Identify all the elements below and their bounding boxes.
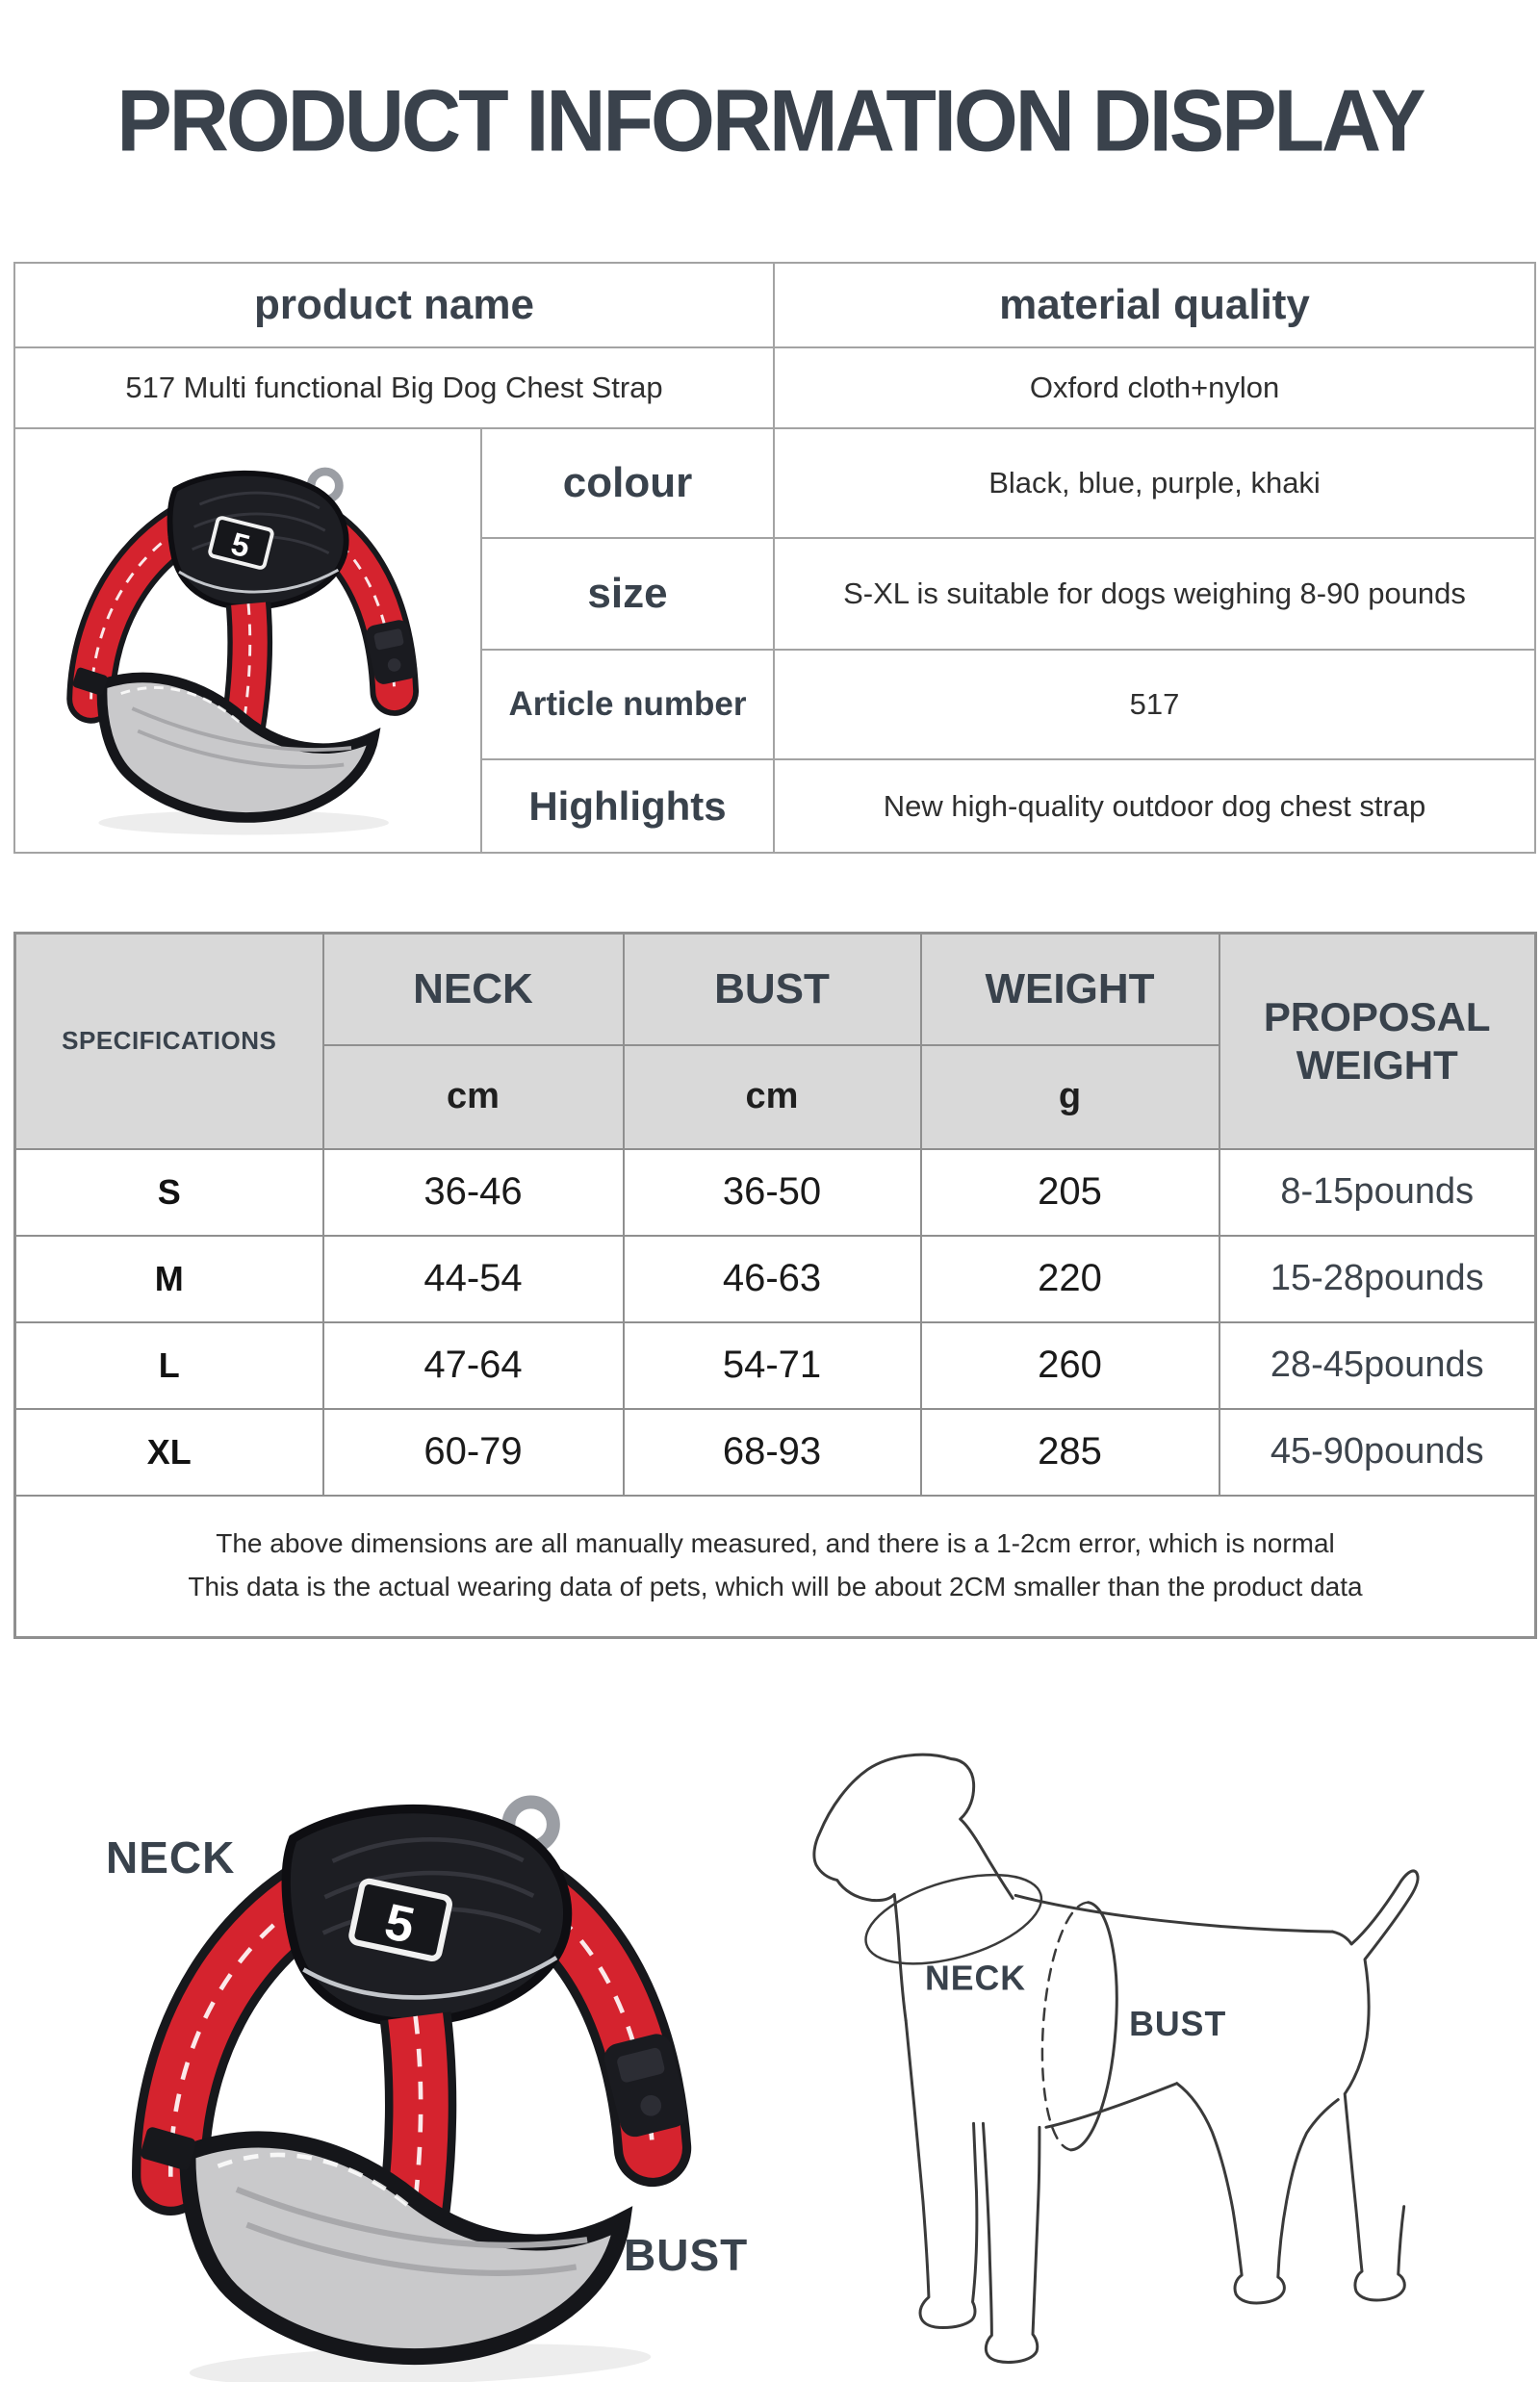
product-photo-cell — [14, 428, 481, 853]
measuring-guide-harness — [16, 1755, 819, 2382]
size-xl: XL — [15, 1409, 323, 1496]
size-spec-table — [13, 932, 1537, 1639]
xl-weight: 285 — [921, 1409, 1219, 1496]
size-label: size — [481, 538, 774, 650]
colour-value: Black, blue, purple, khaki — [774, 428, 1535, 538]
m-bust: 46-63 — [624, 1236, 921, 1322]
table-row-size-s — [15, 1149, 1536, 1236]
product-name-header: product name — [14, 263, 774, 347]
measurement-note-line1: The above dimensions are all manually measured, and there is a 1-2cm error, which is normal — [216, 1528, 1335, 1559]
s-neck: 36-46 — [323, 1149, 624, 1236]
bust-measure-ellipse-dashed — [1035, 1900, 1089, 2150]
l-weight: 260 — [921, 1322, 1219, 1409]
product-name-value: 517 Multi functional Big Dog Chest Strap — [14, 347, 774, 428]
bust-measure-ellipse-solid — [1071, 1903, 1125, 2153]
xl-neck: 60-79 — [323, 1409, 624, 1496]
neck-column-header: NECK — [323, 934, 624, 1045]
page-title: PRODUCT INFORMATION DISPLAY — [116, 72, 1424, 170]
specifications-header: SPECIFICATIONS — [15, 934, 323, 1149]
table-row-size-m — [15, 1236, 1536, 1322]
size-l: L — [15, 1322, 323, 1409]
l-neck: 47-64 — [323, 1322, 624, 1409]
size-s: S — [15, 1149, 323, 1236]
table-row — [14, 347, 1535, 428]
proposal-weight-line2: WEIGHT — [1296, 1041, 1458, 1088]
neck-unit: cm — [323, 1045, 624, 1149]
s-proposal: 8-15pounds — [1219, 1149, 1536, 1236]
measurement-note-line2: This data is the actual wearing data of pets, which will be about 2CM smaller than the product data — [188, 1572, 1363, 1602]
harness-neck-label: NECK — [106, 1832, 236, 1883]
table-row — [14, 263, 1535, 347]
size-m: M — [15, 1236, 323, 1322]
product-info-table — [13, 262, 1536, 854]
s-bust: 36-50 — [624, 1149, 921, 1236]
dog-bust-label: BUST — [1129, 2005, 1227, 2044]
harness-bust-label: BUST — [624, 2230, 749, 2280]
weight-column-header: WEIGHT — [921, 934, 1219, 1045]
weight-unit: g — [921, 1045, 1219, 1149]
size-value: S-XL is suitable for dogs weighing 8-90 pounds — [774, 538, 1535, 650]
m-proposal: 15-28pounds — [1219, 1236, 1536, 1322]
material-quality-header: material quality — [774, 263, 1535, 347]
proposal-weight-line1: PROPOSAL — [1263, 994, 1491, 1040]
s-weight: 205 — [921, 1149, 1219, 1236]
table-row-size-l — [15, 1322, 1536, 1409]
xl-bust: 68-93 — [624, 1409, 921, 1496]
dog-neck-label: NECK — [924, 1959, 1027, 1998]
bust-column-header: BUST — [624, 934, 921, 1045]
xl-proposal: 45-90pounds — [1219, 1409, 1536, 1496]
table-row — [14, 428, 1535, 538]
m-weight: 220 — [921, 1236, 1219, 1322]
l-bust: 54-71 — [624, 1322, 921, 1409]
article-number-label: Article number — [481, 650, 774, 759]
article-number-value: 517 — [774, 650, 1535, 759]
bust-unit: cm — [624, 1045, 921, 1149]
m-neck: 44-54 — [323, 1236, 624, 1322]
table-row — [15, 934, 1536, 1045]
measurement-note — [15, 1496, 1536, 1638]
dog-measurement-diagram — [810, 1738, 1478, 2371]
proposal-weight-header — [1219, 934, 1536, 1149]
product-photo-harness — [42, 443, 454, 847]
colour-label: colour — [481, 428, 774, 538]
highlights-value: New high-quality outdoor dog chest strap — [774, 759, 1535, 853]
table-row-size-xl — [15, 1409, 1536, 1496]
l-proposal: 28-45pounds — [1219, 1322, 1536, 1409]
table-row-note — [15, 1496, 1536, 1638]
highlights-label: Highlights — [481, 759, 774, 853]
material-quality-value: Oxford cloth+nylon — [774, 347, 1535, 428]
